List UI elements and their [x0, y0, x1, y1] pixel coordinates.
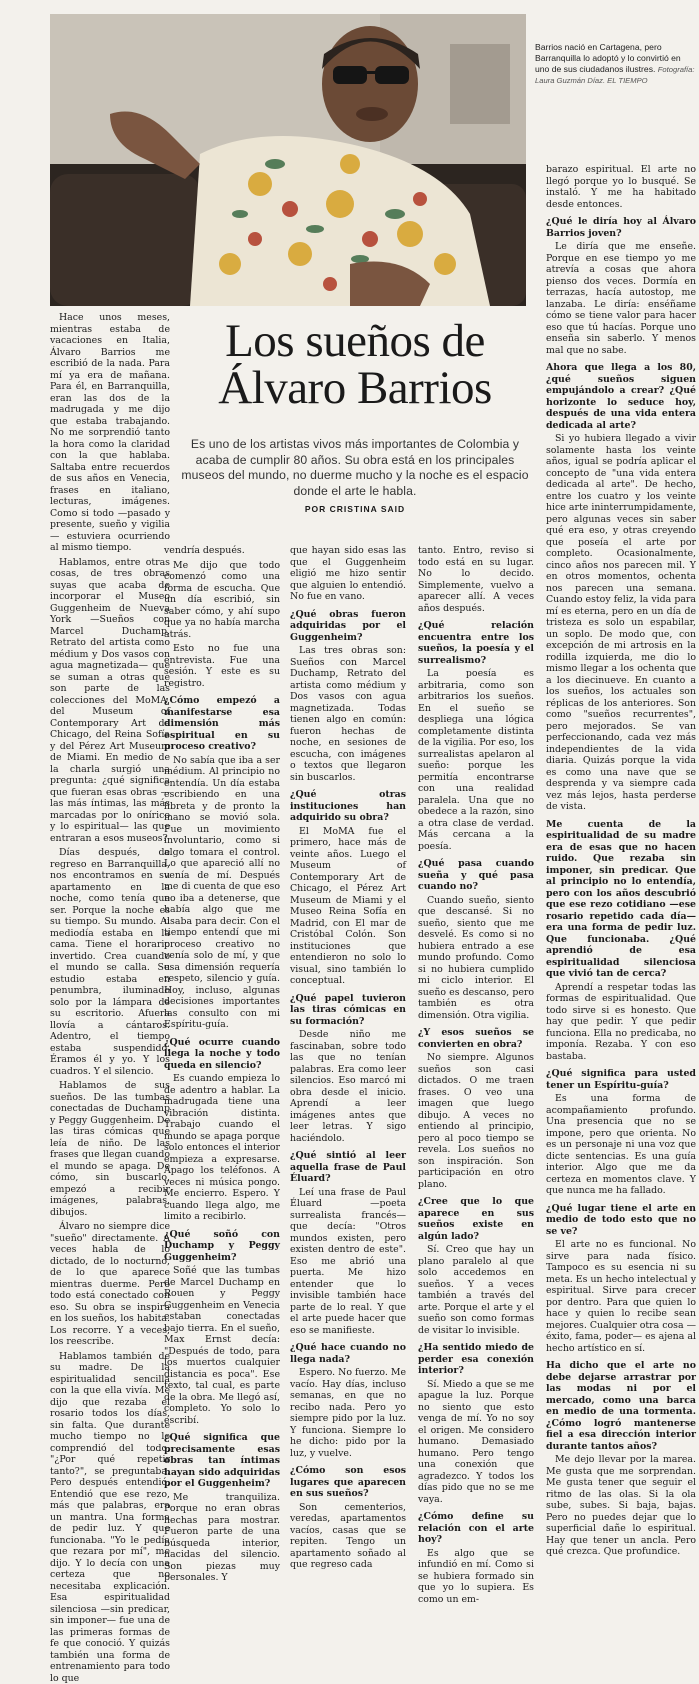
photo-caption: Barrios nació en Cartagena, pero Barranquilla lo adoptó y lo convirtió en uno de sus ciudadanos ilustres. Fotografía: Laura Guzmán Díaz. EL TIEMPO: [535, 42, 695, 86]
column-5: [546, 14, 696, 1200]
interview-question: Ha dicho que el arte no debe dejarse arrastrar por las modas ni por el mercado, como una barca en medio de una tormenta. ¿Cómo logró mantenerse fiel a esa dirección interior durante tantos años?: [546, 1360, 696, 1452]
paragraph: Me tranquiliza. Porque no eran obras hechas para mostrar. Fueron parte de una búsqueda interior, nacidas del silencio. Son piezas muy personales. Y: [164, 1492, 280, 1584]
caption-text: Barrios nació en Cartagena, pero Barranquilla lo adoptó y lo convirtió en uno de sus ciudadanos ilustres.: [535, 42, 681, 74]
paragraph: Aprendí a respetar todas las formas de espiritualidad. Que todo sirve si es honesto. Que hay que pedir. Y que pedir funciona. Ella no predicaba, no imponía. Rezaba. Y con eso bastaba.: [546, 982, 696, 1063]
paragraph: Hablamos también de su madre. De la espiritualidad sencilla con la que ella vivía. Me dijo que rezaba el rosario todos los días, sin falta. Que durante mucho tiempo no lo comprendió del todo. "¿Por qué repetir tanto?", se preguntaba. Pero después entendió. Entendió que ese rezo, más que palabras, era un mantra. Una forma de pedir luz. Y que funcionaba. "Yo le pedía que rezara por mí", me dijo. Y lo decía con una certeza que no necesitaba explicación. Esa espiritualidad silenciosa —sin predicar, sin imponer— fue una de las primeras formas de fe que conoció. Y quizás también una forma de entrenamiento para todo lo que: [50, 1351, 170, 1684]
caption-credit: Laura Guzmán Díaz. EL TIEMPO: [535, 76, 648, 85]
headline: [175, 318, 535, 412]
interview-question: Ahora que llega a los 80, ¿qué sueños siguen empujándolo a crear? ¿Qué horizonte lo seduce hoy, después de una vida entera dedicada al arte?: [546, 362, 696, 431]
paragraph: Las tres obras son: Sueños con Marcel Duchamp, Retrato del artista como médium y Dos vasos con agua magnetizada. Todas tienen algo en común: fueron hechas de noche, en sesiones de escucha, con imágenes o textos que llegaron sin buscarlos.: [290, 645, 406, 783]
paragraph: Leí una frase de Paul Éluard —poeta surrealista francés— que decía: "Otros mundos existen, pero existen dentro de este". Eso me abrió una puerta. Me hizo entender que lo invisible también hace parte de lo real. Y que el arte puede hacer que eso se manifieste.: [290, 1187, 406, 1337]
interview-question: ¿Qué obras fueron adquiridas por el Guggenheim?: [290, 609, 406, 644]
interview-question: ¿Qué pasa cuando sueña y qué pasa cuando no?: [418, 858, 534, 893]
paragraph: Me dijo que todo comenzó como una forma de escucha. Que un día escribió, sin saber cómo, y ahí supo que ya no había marcha atrás.: [164, 560, 280, 641]
deck-summary: Es uno de los artistas vivos más importantes de Colombia y acaba de cumplir 80 años. Su obra está en los principales museos del mundo, no duerme mucho y la noche es el espacio donde el arte le habla.: [176, 437, 534, 499]
portrait-illustration: [50, 14, 526, 306]
paragraph: Hablamos de sus sueños. De las tumbas conectadas de Duchamp y Peggy Guggenheim. De las tiras cómicas que leía de niño. De las frases que llegan cuando el mundo se apaga. De cómo, sin buscarlo, empezó a recibir imágenes, palabras, dibujos.: [50, 1080, 170, 1218]
interview-question: ¿Qué soñó con Duchamp y Peggy Guggenheim?: [164, 1229, 280, 1264]
paragraph: Le diría que me enseñe. Porque en ese tiempo yo me atrevía a cosas que ahora pienso dos veces. Dormía en terrazas, hacía autostop, me lanzaba. Le diría: enséñame cómo se tiene valor para hacer eso que tú hacías. Porque uno enseña sin saberlo. Y menos mal que no sabe.: [546, 241, 696, 356]
interview-question: ¿Cómo son esos lugares que aparecen en sus sueños?: [290, 1465, 406, 1500]
paragraph: Es algo que se infundió en mí. Como si se hubiera formado sin que yo lo supiera. Es como un em-: [418, 1548, 534, 1606]
paragraph: Desde niño me fascinaban, sobre todo las que no tenían palabras. Era como leer silencios. Eso marcó mi obra desde el inicio. Aprendí a leer imágenes antes que leer letras. Y sigo haciéndolo.: [290, 1029, 406, 1144]
interview-question: ¿Qué ocurre cuando llega la noche y todo queda en silencio?: [164, 1037, 280, 1072]
paragraph: Sí. Miedo a que se me apague la luz. Porque no siento que esto venga de mí. Yo no soy el origen. Me considero humano. Demasiado humano. Pero tengo una conexión que agradezco. Y todos los días pido que no se me vaya.: [418, 1379, 534, 1506]
paragraph: Si yo hubiera llegado a vivir solamente hasta los veinte años, igual se podría aplicar el concepto de "una vida entera dedicada al arte". De hecho, entre los cuatro y los veinte hice arte ininterrumpidamente, pero algunas veces sin saber qué era eso, y otras creyendo que poseía el arte por completo. Ocasionalmente, cinco años nos parecen mil. Y en otros momentos, ochenta nos parecen una semana. Cuando estoy feliz, la vida para mí es eterna, pero en un día de tristeza es solo un espabilar, un soplo. De modo que, con excepción de mi artrosis en la rodilla izquierda, me dio lo mismo llegar a los ochenta que a los diecinueve. En cuanto a los sueños, los actuales son réplicas de los anteriores. Son como "sueños recurrentes", pero mejorados. Se van perfeccionando, cada vez más independientes de la vida diaria. Quizás porque la vida es como una nave que se desprenda y va siempre cada vez más lejos, hasta perderse de vista.: [546, 433, 696, 813]
interview-question: ¿Ha sentido miedo de perder esa conexión interior?: [418, 1342, 534, 1377]
column-2: [164, 545, 280, 1200]
paragraph: Soñé que las tumbas de Marcel Duchamp en Rouen y Peggy Guggenheim en Venecia estaban conectadas bajo tierra. En el sueño, Max Ernst decía: "Después de todo, para los muertos cualquier distancia es poca". Ese texto, tal cual, es parte de la obra. Me llegó así, completo. Yo solo lo escribí.: [164, 1265, 280, 1426]
paragraph: Me dejo llevar por la marea. Me gusta que me sorprendan. Me gusta tener que seguir el ritmo de las olas. Si la ola sube, subes. Si baja, bajas. Pero no puedes dejar que lo superficial dañe lo espiritual. Hay que tener un ancla. Pero qué crezca. Que profundice.: [546, 1454, 696, 1558]
paragraph: barazo espiritual. El arte no llegó porque yo lo busqué. Se instaló. Y me ha habitado desde entonces.: [546, 164, 696, 210]
caption-credit-label: Fotografía: [658, 65, 693, 74]
interview-question: ¿Qué significa que precisamente esas obras tan íntimas hayan sido adquiridas por el Guggenheim?: [164, 1432, 280, 1490]
paragraph: El arte no es funcional. No sirve para nada físico. Tampoco es su esencia ni su meta. Es un hecho intelectual y espiritual. Sirve para crecer por dentro. Para que quien lo hace y quien lo recibe sean mejores. Cualquier otra cosa —éxito, fama, poder— es ajena al hecho artístico en sí.: [546, 1239, 696, 1354]
paragraph: Sí. Creo que hay un plano paralelo al que solo accedemos en sueños. Y a veces también a través del arte. Porque el arte y el sueño son como formas de visitar lo invisible.: [418, 1244, 534, 1336]
interview-question: ¿Qué papel tuvieron las tiras cómicas en su formación?: [290, 993, 406, 1028]
interview-question: ¿Cómo define su relación con el arte hoy?: [418, 1511, 534, 1546]
paragraph: Días después, de regreso en Barranquilla, nos encontramos en su apartamento en la noche, como tenía que ser. Porque la noche es su tiempo. Su mundo. Al mediodía estaba en la cama. Tiene el horario invertido. Crea cuando el mundo se calla. Su estudio estaba en penumbra, iluminado solo por la lámpara de su escritorio. Afuera llovía a cántaros. Adentro, el tiempo estaba suspendido. Éramos él y yo. Y los cuadros. Y el silencio.: [50, 847, 170, 1077]
paragraph: Cuando sueño, siento que descansé. Si no sueño, siento que me desvelé. Es como si no hubiera entrado a ese mundo profundo. Como si no hubiera cumplido mi ciclo interior. El sueño es descanso, pero también es otra dimensión. Otra vigilia.: [418, 895, 534, 1022]
paragraph: No sabía que iba a ser médium. Al principio no entendía. Un día estaba escribiendo en una libreta y de pronto la mano se movió sola. Fue un movimiento involuntario, como si algo tomara el control. Lo que apareció allí no venía de mí. Después me di cuenta de que eso no iba a detenerse, que había algo que me usaba para decir. Con el tiempo entendí que mi proceso creativo no venía solo de mí, y que esa dimensión requería respeto, silencio y guía. Hoy, incluso, algunas decisiones importantes las consulto con mi Espíritu-guía.: [164, 755, 280, 1031]
paragraph: vendría después.: [164, 545, 280, 557]
interview-question: ¿Qué significa para usted tener un Espíritu-guía?: [546, 1068, 696, 1091]
column-4: [418, 545, 534, 1200]
paragraph: Es cuando empieza lo de adentro a hablar. La madrugada tiene una vibración distinta. Trabajo cuando el mundo se apaga porque solo entonces el interior empieza a expresarse. Apago los teléfonos. A veces ni música pongo. Me encierro. Espero. Y cuando llega algo, me limito a recibirlo.: [164, 1073, 280, 1223]
interview-question: ¿Qué hace cuando no llega nada?: [290, 1342, 406, 1365]
byline: POR CRISTINA SAID: [176, 504, 534, 514]
paragraph: Espero. No fuerzo. Me vacío. Hay días, incluso semanas, en que no recibo nada. Pero yo siempre pido por la luz. Y funciona. Siempre lo he dicho: pido por la luz, y vuelve.: [290, 1367, 406, 1459]
interview-question: ¿Qué lugar tiene el arte en medio de todo esto que no se ve?: [546, 1203, 696, 1238]
paragraph: No siempre. Algunos sueños son casi dictados. O me traen frases. O veo una imagen que luego dibujo. A veces no entiendo al principio, pero al poco tiempo se revela. Los sueños no son inspiración. Son participación en otro plano.: [418, 1052, 534, 1190]
paragraph: Álvaro no siempre dice "sueño" directamente. A veces habla de lo dictado, de lo nocturno, de lo que aparece mientras duerme. Pero todo está conectado con eso. Su obra se inspira en los sueños, los habita. Los recorre. Y a veces, los reescribe.: [50, 1221, 170, 1348]
headline-line-1: Los sueños de: [225, 315, 485, 367]
column-1: [50, 312, 170, 1200]
column-3: [290, 545, 406, 1200]
interview-question: ¿Y esos sueños se convierten en obra?: [418, 1027, 534, 1050]
headline-line-2: Álvaro Barrios: [218, 362, 492, 414]
paragraph: La poesía es arbitraria, como son arbitrarios los sueños. En el sueño se despliega una lógica completamente distinta de la vigilia. Por eso, los surrealistas apelaron al sueño: porque les permitía encontrarse con una realidad paralela. Una que no obedece a la razón, sino a otra clase de verdad. Más cercana a la poesía.: [418, 668, 534, 852]
interview-question: ¿Qué sintió al leer aquella frase de Paul Éluard?: [290, 1150, 406, 1185]
paragraph: Hablamos, entre otras cosas, de tres obras suyas que acaba de incorporar el Museo Guggenheim de Nueva York —Sueños con Marcel Duchamp, Retrato del artista como médium y Dos vasos con agua magnetizada— que se suman a otras que son parte de las colecciones del MoMA, del Museum of Contemporary Art de Chicago, del Reina Sofía y del Pérez Art Museum de Miami. En medio de la charla surgió una pregunta: ¿qué significa que fueran esas obras —las más íntimas, las más marcadas por lo onírico y lo espiritual— las que entraran a esos museos?: [50, 557, 170, 845]
interview-question: ¿Qué le diría hoy al Álvaro Barrios joven?: [546, 216, 696, 239]
paragraph: tanto. Entro, reviso si todo está en su lugar. No lo decido. Simplemente, vuelvo a aparecer allí. A veces años después.: [418, 545, 534, 614]
interview-question: Me cuenta de la espiritualidad de su madre era de esas que no hacen ruido. Que rezaba sin imponer, sin predicar. Que al principio no lo entendía, pero con los años descubrió que ese rezo cotidiano —ese rosario repetido cada día— era una forma de pedir luz. Que funcionaba. ¿Qué aprendió de esa espiritualidad silenciosa que vivió tan de cerca?: [546, 819, 696, 980]
portrait-photo: [50, 14, 526, 306]
interview-question: ¿Qué relación encuentra entre los sueños, la poesía y el surrealismo?: [418, 620, 534, 666]
paragraph: Son cementerios, veredas, apartamentos vacíos, casas que se repiten. Tengo un apartamento soñado al que regreso cada: [290, 1502, 406, 1571]
interview-question: ¿Qué otras instituciones han adquirido su obra?: [290, 789, 406, 824]
paragraph: Hace unos meses, mientras estaba de vacaciones en Italia, Álvaro Barrios me escribió de la nada. Para mí ya era de mañana. Para él, en Barranquilla, eran las dos de la madrugada y me dijo que estaba trabajando. No me sorprendió tanto la hora como la claridad con la que hablaba. Saltaba entre recuerdos de sus años en Venecia, frases en italiano, lecturas, imágenes. Como si todo —pasado y presente, sueño y vigilia— estuviera ocurriendo al mismo tiempo.: [50, 312, 170, 554]
paragraph: que hayan sido esas las que el Guggenheim eligió me hizo sentir que alguien lo entendió. No fue en vano.: [290, 545, 406, 603]
interview-question: ¿Cómo empezó a manifestarse esa dimensión más espiritual en su proceso creativo?: [164, 695, 280, 753]
interview-question: ¿Cree que lo que aparece en sus sueños existe en algún lado?: [418, 1196, 534, 1242]
paragraph: Es una forma de acompañamiento profundo. Una presencia que no se impone, pero que orienta. No es un personaje ni una voz que dicte sentencias. Es una guía interior. Algo que me da certeza en momentos clave. Y que nunca me ha fallado.: [546, 1093, 696, 1197]
paragraph: El MoMA fue el primero, hace más de veinte años. Luego el Museum of Contemporary Art de Chicago, el Pérez Art Museum de Miami y el Museo Reina Sofía en Madrid, con El mar de Cristóbal Colón. Son instituciones que entendieron no solo lo visual, sino también lo conceptual.: [290, 826, 406, 987]
paragraph: Esto no fue una entrevista. Fue una sesión. Y este es su registro.: [164, 643, 280, 689]
